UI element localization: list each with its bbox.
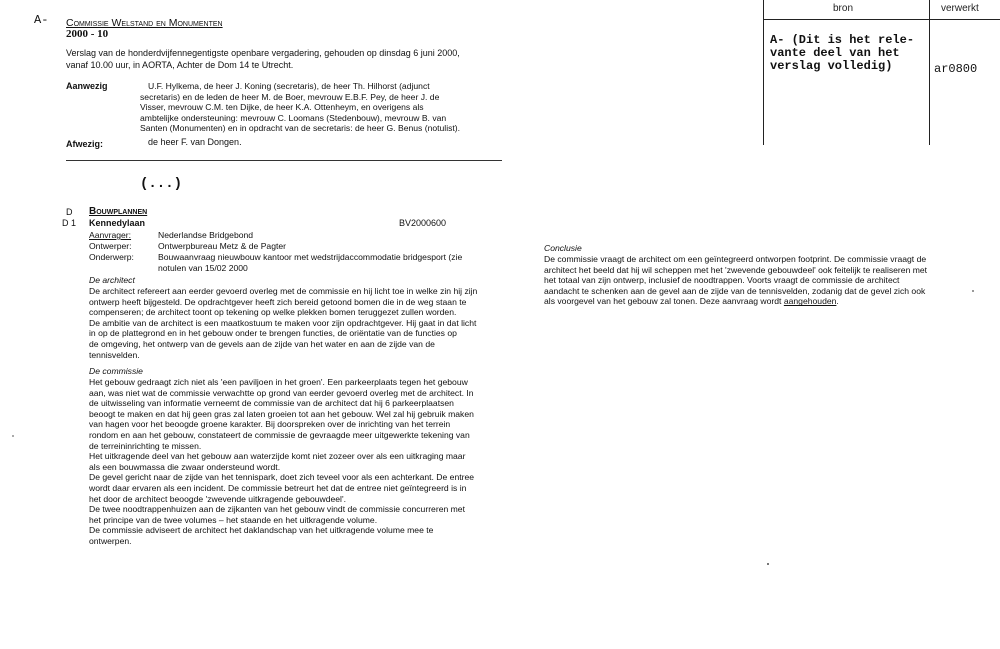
text-line: De gevel gericht naar de zijde van het tennispark, doet zich teveel voor als een achterkant. De entree — [89, 472, 475, 483]
field-value-aanvrager: Nederlandse Bridgebond — [158, 230, 254, 240]
text-line: van hagen voor het beoogde groene karakter. Bij doorspreken over de inrichting van het terrein — [89, 419, 451, 430]
text-line: het principe van de twee volumes – het staande en het uitkragende volume. — [89, 514, 378, 525]
text-line: aan, was niet wat de commissie verwachtte op grond van eerder gevoerd overleg met de architect. In — [89, 387, 474, 398]
scan-speck — [767, 563, 769, 565]
text-line: aandacht te schenken aan de gevel aan de zijde van de tennisvelden, zodanig dat de gevel zich ook — [544, 285, 926, 296]
field-label-aanvrager: Aanvrager: — [89, 230, 132, 240]
org-name: Commissie Welstand en Monumenten — [66, 17, 223, 29]
present-line: ambtelijke ondersteuning: mevrouw C. Loomans (Stedenbouw), mevrouw B. van — [140, 112, 447, 123]
conclusion-paragraph — [544, 254, 984, 307]
present-list — [140, 81, 528, 134]
text-line: De twee noodtrappenhuizen aan de zijkanten van het gebouw vindt de commissie concurreren met — [89, 504, 465, 515]
report-line-2: vanaf 10.00 uur, in AORTA, Achter de Dom 14 te Utrecht. — [66, 60, 294, 70]
architect-paragraph — [89, 286, 529, 360]
bron-note — [770, 34, 914, 73]
table-left-rule — [763, 0, 764, 145]
field-label-onderwerp: Onderwerp: — [89, 252, 134, 262]
commission-paragraph — [89, 377, 529, 547]
ellipsis-mark: (...) — [140, 176, 183, 192]
present-line: U.F. Hylkema, de heer J. Koning (secretaris), de heer Th. Hilhorst (adjunct — [148, 81, 430, 91]
text-line: tennisvelden. — [89, 349, 140, 360]
present-line: secretaris) en de leden de heer M. de Boer, mevrouw E.B.F. Pey, de heer J. de — [140, 91, 440, 102]
text-line: de terreininrichting te missen. — [89, 440, 202, 451]
text-line: als een bouwmassa die zwaar ondersteund wordt. — [89, 461, 281, 472]
scan-speck — [12, 435, 14, 437]
present-line: Santen (Monumenten) en in opdracht van de secretaris: de heer G. Benus (notulist). — [140, 123, 461, 134]
table-header-rule — [763, 19, 1000, 20]
field-value-ontwerper: Ontwerpbureau Metz & de Pagter — [158, 241, 287, 251]
bron-line: verslag volledig) — [770, 59, 893, 73]
header-divider — [66, 160, 502, 161]
text-line: rondom en aan het gebouw, constateert de commissie de gevraagde meer uitgewerkte tekening van — [89, 429, 470, 440]
absent-value: de heer F. van Dongen. — [148, 137, 242, 147]
source-table — [763, 0, 1000, 145]
text-line: ontwerpen. — [89, 535, 132, 546]
field-value-onderwerp: Bouwaanvraag nieuwbouw kantoor met wedstrijdaccommodatie bridgesport (zie — [158, 252, 463, 262]
meeting-number: 2000 - 10 — [66, 28, 109, 40]
commission-heading: De commissie — [89, 366, 143, 376]
report-line-1: Verslag van de honderdvijfennegentigste openbare vergadering, gehouden op dinsdag 6 juni 2000, — [66, 48, 460, 58]
text-line: wordt daar ervaren als een incident. De commissie betreurt het dat de entree niet geïntegreerd is in — [89, 482, 467, 493]
verwerkt-value: ar0800 — [934, 62, 978, 76]
text-line: ontwerp heeft bijgesteld. De opdrachtgever heeft zich bereid getoond bomen die in de weg staan te — [89, 296, 467, 307]
col-header-verwerkt: verwerkt — [941, 3, 979, 14]
scan-speck — [972, 290, 974, 292]
text-line: de uitwisseling van informatie verneemt de commissie van de architect dat hij 6 parkeerplaatsen — [89, 398, 454, 409]
text-line: het door de architect beoogde 'zwevende uitkragende gebouwdeel'. — [89, 493, 346, 504]
bron-line: vante deel van het — [770, 46, 900, 60]
item-title: Kennedylaan — [89, 218, 146, 228]
absent-label: Afwezig: — [66, 139, 103, 149]
decision-term: aangehouden — [783, 296, 837, 307]
decision-period: . — [836, 296, 839, 307]
table-col-rule — [929, 0, 930, 145]
field-label-ontwerper: Ontwerper: — [89, 241, 132, 251]
section-title: Bouwplannen — [89, 206, 148, 217]
bron-line: A- (Dit is het rele- — [770, 33, 915, 47]
text-line: in op de plattegrond en in het gebouw onder te brengen functies, de oriëntatie van de functies op — [89, 328, 457, 339]
text-line: beoogt te maken en dat hij geen gras zal laten groeien tot aan het gebouw. Wel zal hij gebruik maken — [89, 408, 474, 419]
item-number: D 1 — [62, 218, 77, 228]
text-line: Het gebouw gedraagt zich niet als 'een paviljoen in het groen'. Een parkeerplaats tegen het gebouw — [89, 377, 468, 387]
field-value-onderwerp-cont: notulen van 15/02 2000 — [158, 263, 248, 273]
text-line: De architect refereert aan eerder gevoerd overleg met de commissie en hij licht toe in welke zin hij zijn — [89, 286, 478, 296]
text-line: Het uitkragende deel van het gebouw aan waterzijde komt niet zozeer over als een uitkraging maar — [89, 451, 466, 462]
bv-number: BV2000600 — [399, 218, 447, 228]
text-line: De ambitie van de architect is een maatkostuum te maken voor zijn opdrachtgever. Hij gaat in dat licht — [89, 317, 477, 328]
conclusion-heading: Conclusie — [544, 243, 582, 253]
text-line — [544, 296, 984, 307]
text-line: het totaal van zijn ontwerp, inclusief de noodtrappen. Voorts vraagt de commissie de architect — [544, 275, 900, 286]
col-header-bron: bron — [833, 3, 854, 14]
present-line: Visser, mevrouw C.M. ten Dijke, de heer K.A. Ottenheym, en overigens als — [140, 102, 424, 113]
text-fragment: als voorgevel van het gebouw zal tonen. Deze aanvraag wordt — [544, 296, 782, 307]
text-line: De commissie adviseert de architect het daklandschap van het uitkragende volume mee te — [89, 525, 434, 536]
architect-heading: De architect — [89, 275, 135, 285]
text-line: architect het beeld dat hij wil scheppen met het 'zwevende gebouwdeel' ook feitelijk te realiseren met — [544, 264, 928, 275]
margin-marker: A- — [34, 13, 49, 27]
text-line: De commissie vraagt de architect om een geïntegreerd ontworpen footprint. De commissie vraagt de — [544, 254, 927, 264]
section-letter: D — [66, 207, 73, 217]
text-line: de omgeving, het ontwerp van de gevels aan de zijde van het water en aan de zijde van de — [89, 338, 435, 349]
text-line: compenseren; de architect toont op tekening op welke plekken bomen teruggezet zullen worden. — [89, 307, 457, 318]
present-label: Aanwezig — [66, 81, 108, 91]
